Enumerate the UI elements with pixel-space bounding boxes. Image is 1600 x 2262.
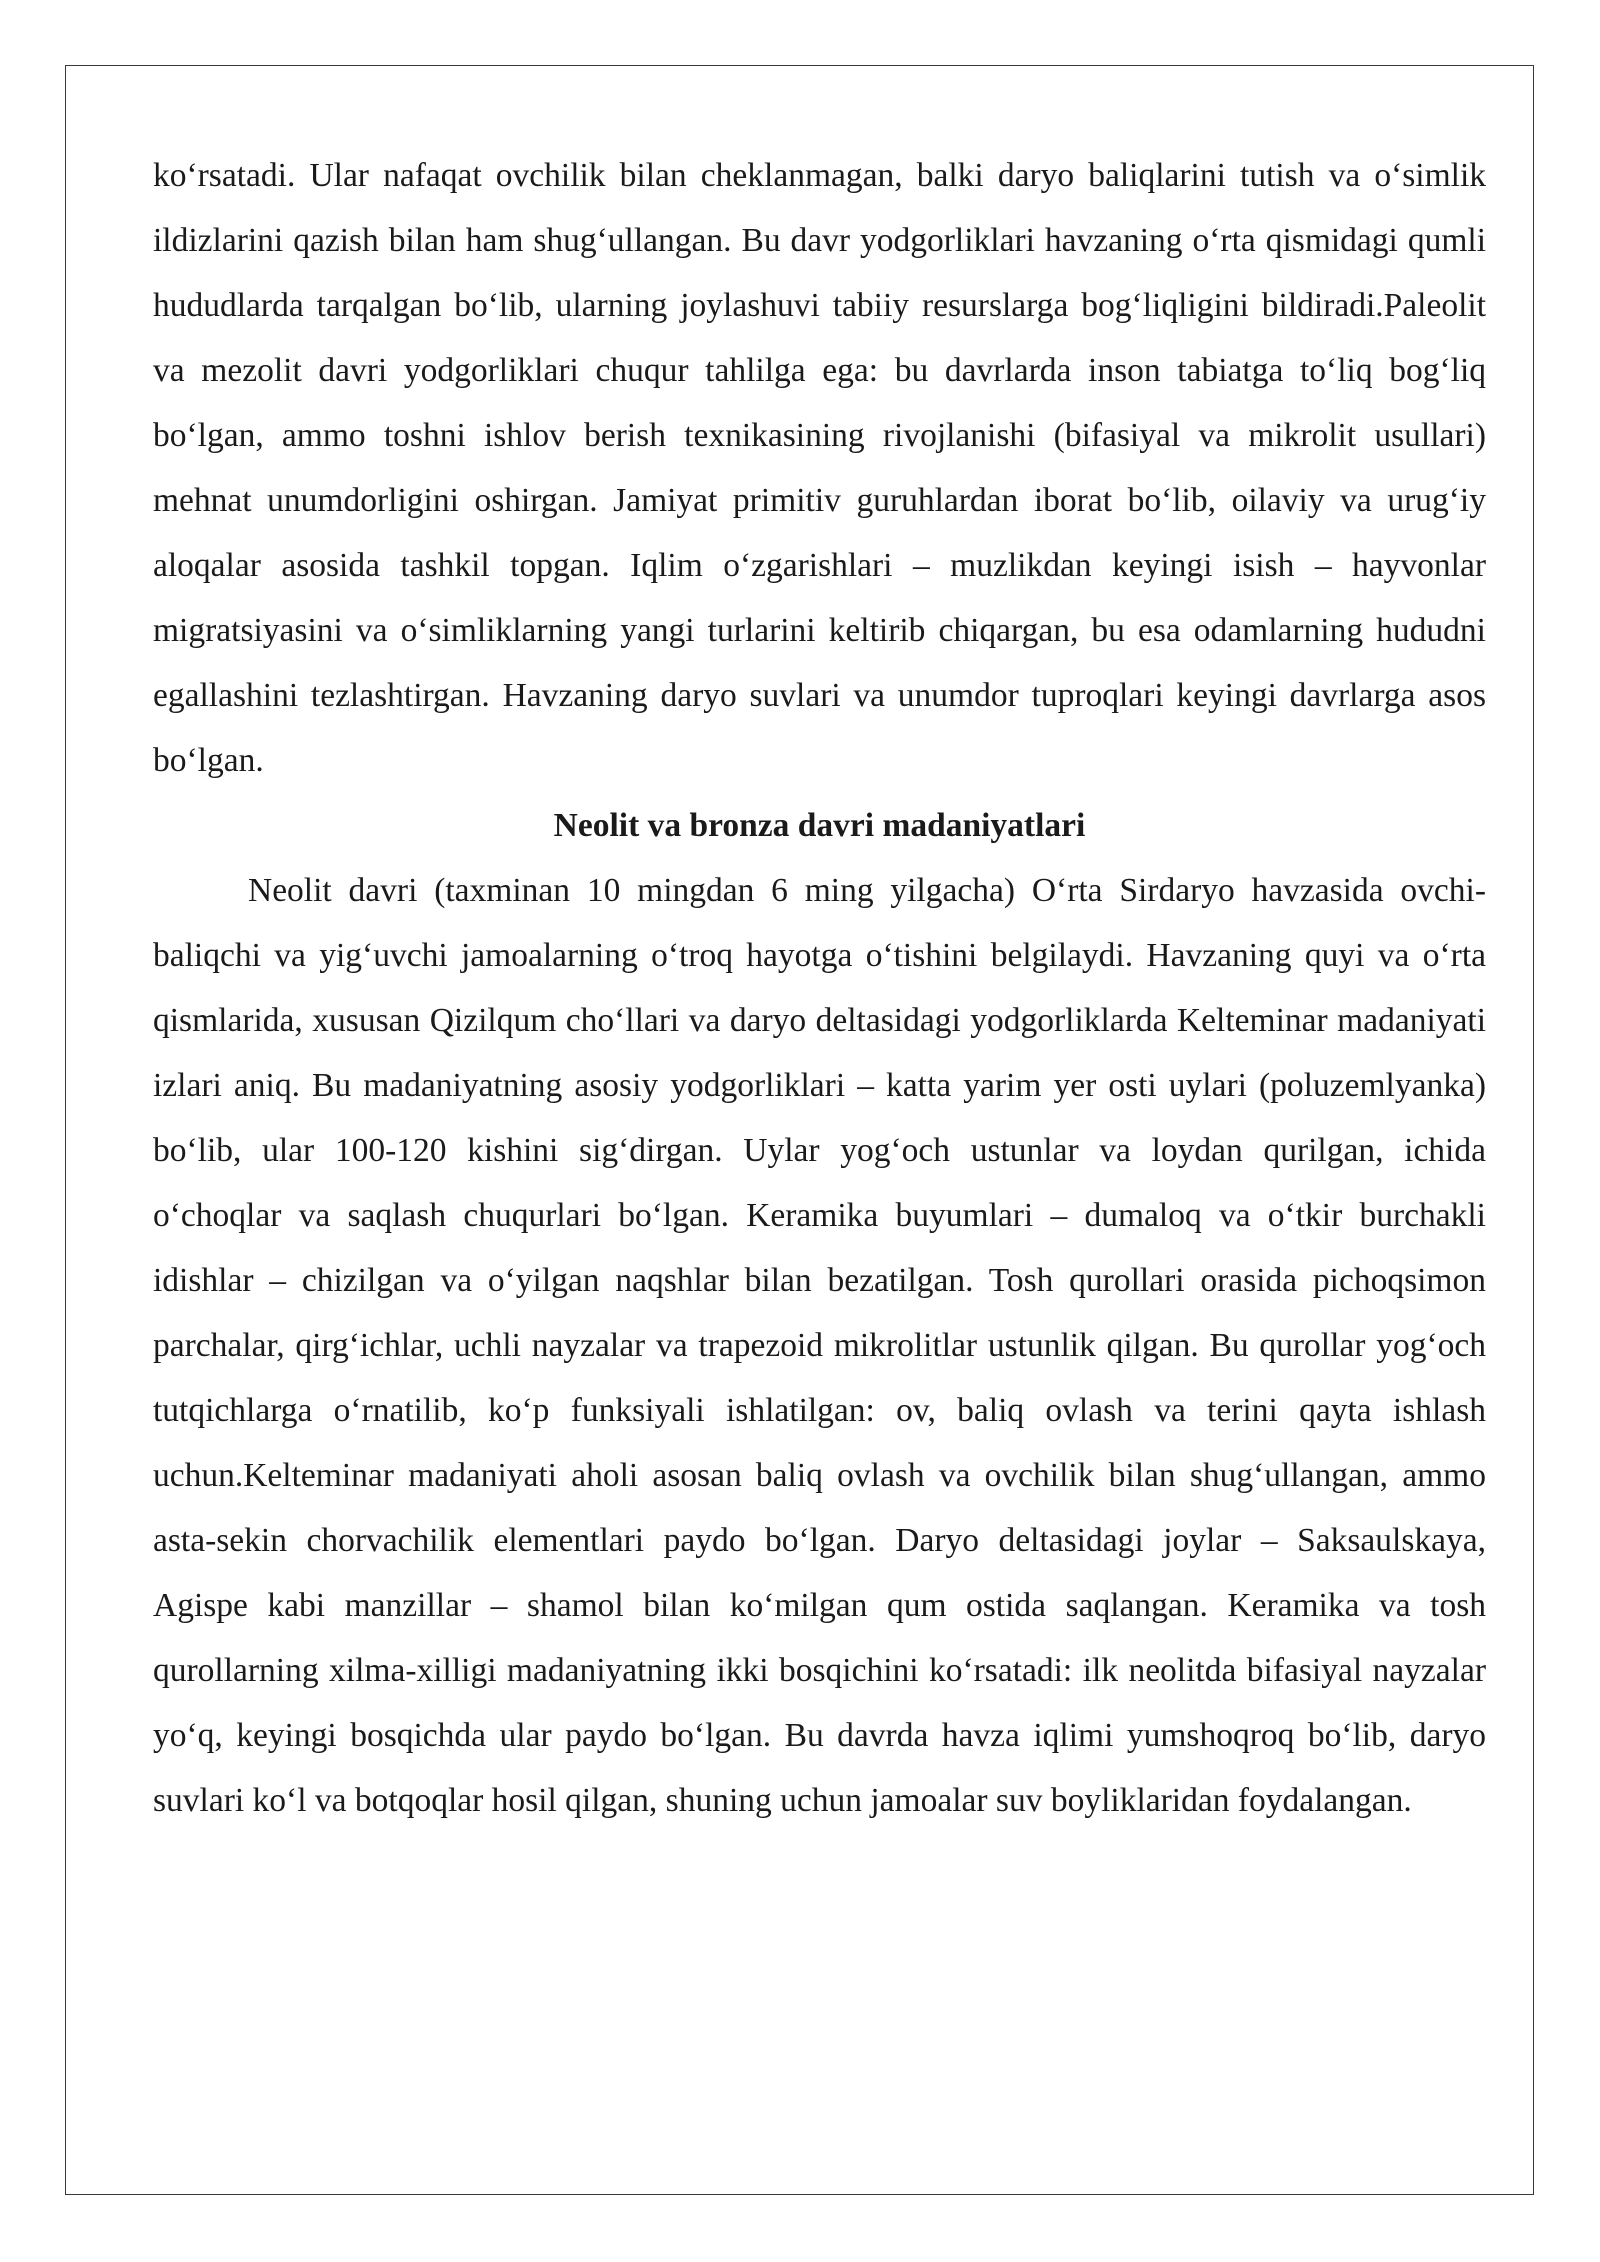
paragraph-neolithic: Neolit davri (taxminan 10 mingdan 6 ming yilgacha) O‘rta Sirdaryo havzasida ovchi-baliqchi va yig‘uvchi jamoalarning o‘troq hayotga o‘tishini belgilaydi. Havzaning quyi va o‘rta qismlarida, xususan Qizilqum cho‘llari va daryo deltasidagi yodgorliklarda Kelteminar madaniyati izlari aniq. Bu madaniyatning asosiy yodgorliklari – katta yarim yer osti uylari (poluzemlyanka) bo‘lib, ular 100-120 kishini sig‘dirgan. Uylar yog‘och ustunlar va loydan qurilgan, ichida o‘choqlar va saqlash chuqurlari bo‘lgan. Keramika buyumlari – dumaloq va o‘tkir burchakli idishlar – chizilgan va o‘yilgan naqshlar bilan bezatilgan. Tosh qurollari orasida pichoqsimon parchalar, qirg‘ichlar, uchli nayzalar va trapezoid mikrolitlar ustunlik qilgan. Bu qurollar yog‘och tutqichlarga o‘rnatilib, ko‘p funksiyali ishlatilgan: ov, baliq ovlash va terini qayta ishlash uchun.Kelteminar madaniyati aholi asosan baliq ovlash va ovchilik bilan shug‘ullangan, ammo asta-sekin chorvachilik elementlari paydo bo‘lgan. Daryo deltasidagi joylar – Saksaulskaya, Agispe kabi manzillar – shamol bilan ko‘milgan qum ostida saqlangan. Keramika va tosh qurollarning xilma-xilligi madaniyatning ikki bosqichini ko‘rsatadi: ilk neolitda bifasiyal nayzalar yo‘q, keyingi bosqichda ular paydo bo‘lgan. Bu davrda havza iqlimi yumshoqroq bo‘lib, daryo suvlari ko‘l va botqoqlar hosil qilgan, shuning uchun jamoalar suv boyliklaridan foydalangan. <box>153 872 1486 1819</box>
paragraph-continuation: ko‘rsatadi. Ular nafaqat ovchilik bilan cheklanmagan, balki daryo baliqlarini tutish va o‘simlik ildizlarini qazish bilan ham shug‘ullangan. Bu davr yodgorliklari havzaning o‘rta qismidagi qumli hududlarda tarqalgan bo‘lib, ularning joylashuvi tabiiy resurslarga bog‘liqligini bildiradi.Paleolit va mezolit davri yodgorliklari chuqur tahlilga ega: bu davrlarda inson tabiatga to‘liq bog‘liq bo‘lgan, ammo toshni ishlov berish texnikasining rivojlanishi (bifasiyal va mikrolit usullari) mehnat unumdorligini oshirgan. Jamiyat primitiv guruhlardan iborat bo‘lib, oilaviy va urug‘iy aloqalar asosida tashkil topgan. Iqlim o‘zgarishlari – muzlikdan keyingi isish – hayvonlar migratsiyasini va o‘simliklarning yangi turlarini keltirib chiqargan, bu esa odamlarning hududni egallashini tezlashtirgan. Havzaning daryo suvlari va unumdor tuproqlari keyingi davrlarga asos bo‘lgan. <box>153 157 1486 779</box>
section-heading: Neolit va bronza davri madaniyatlari <box>553 807 1086 844</box>
document-body <box>153 143 1486 1833</box>
